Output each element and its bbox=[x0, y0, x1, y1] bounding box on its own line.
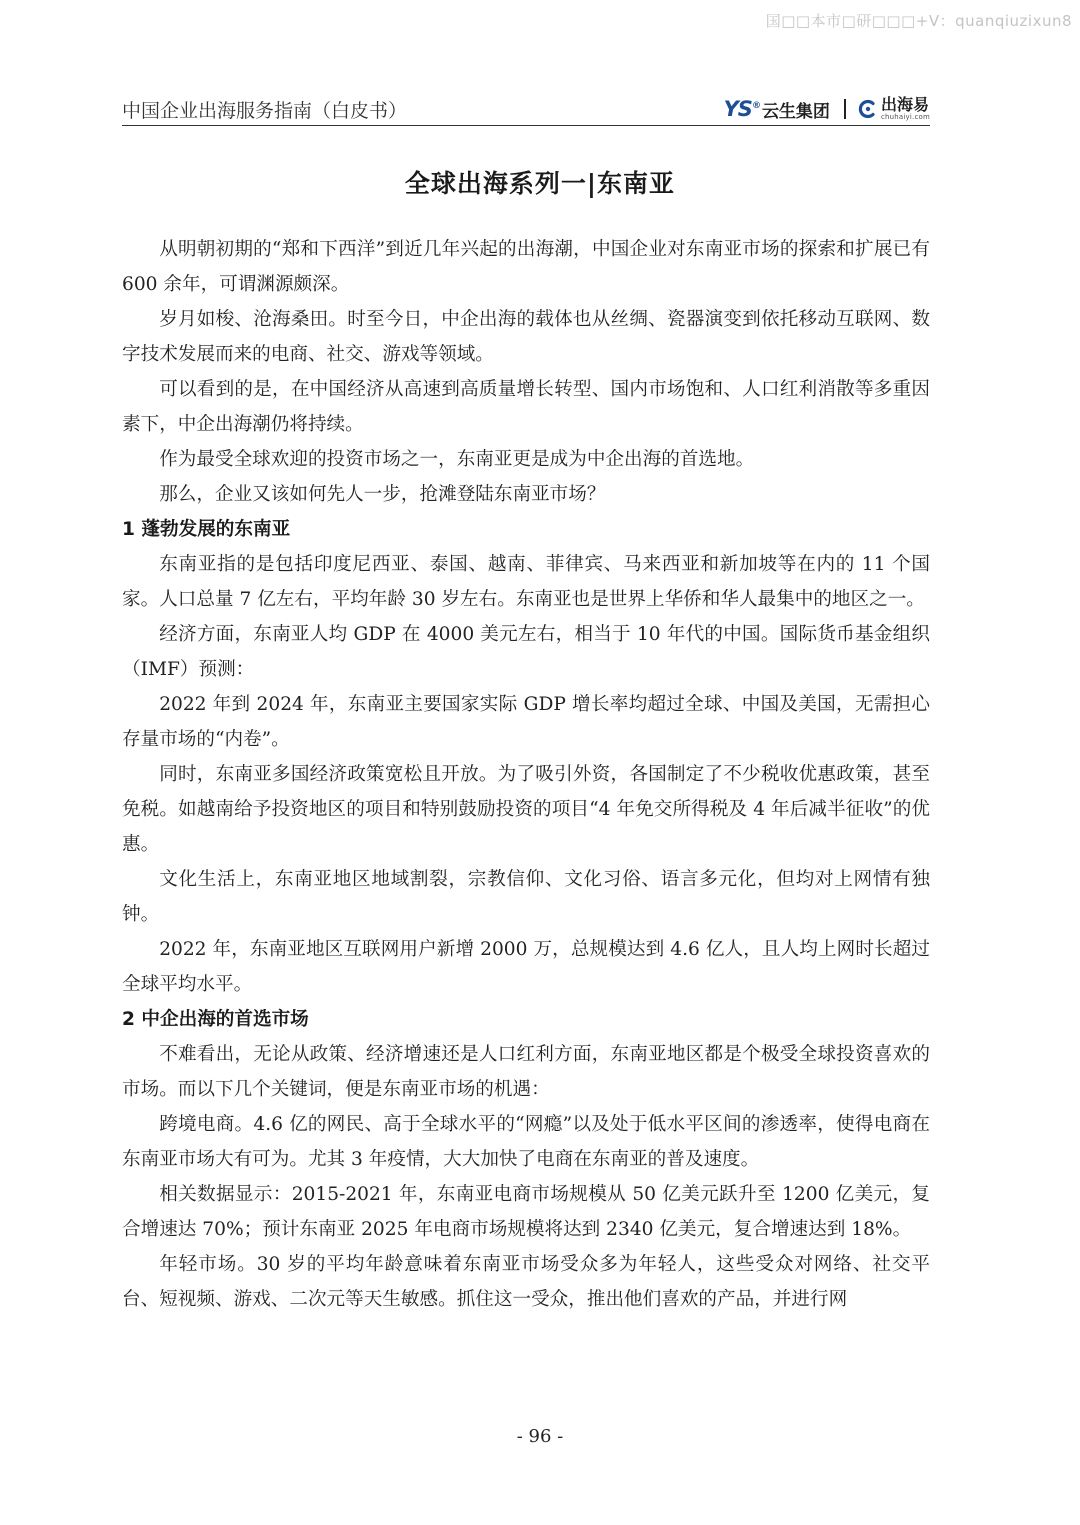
page-number: - 96 - bbox=[516, 1426, 564, 1447]
paragraph-ecommerce-data: 相关数据显示：2015-2021 年，东南亚电商市场规模从 50 亿美元跃升至 1200 亿美元，复合增速达 70%；预计东南亚 2025 年电商市场规模将达到 2340 亿美元，复合增速达到 18%。 bbox=[122, 1184, 930, 1240]
paragraph-intro-question: 那么，企业又该如何先人一步，抢滩登陆东南亚市场？ bbox=[159, 484, 606, 505]
chuhai-logo-icon bbox=[858, 99, 878, 119]
paragraph-gdp-forecast: 2022 年到 2024 年，东南亚主要国家实际 GDP 增长率均超过全球、中国及美国，无需担心存量市场的“内卷”。 bbox=[122, 694, 930, 750]
paragraph-culture: 文化生活上，东南亚地区地域割裂，宗教信仰、文化习俗、语言多元化，但均对上网情有独钟。 bbox=[122, 869, 930, 925]
chuhai-brand bbox=[881, 97, 930, 121]
paragraph-intro-destination: 作为最受全球欢迎的投资市场之一，东南亚更是成为中企出海的首选地。 bbox=[159, 449, 755, 470]
paragraph-intro-trend: 可以看到的是，在中国经济从高速到高质量增长转型、国内市场饱和、人口红利消散等多重因素下，中企出海潮仍将持续。 bbox=[122, 379, 930, 435]
brand-divider bbox=[844, 99, 846, 119]
yunsheng-group-name: 云生集团 bbox=[761, 101, 830, 122]
paragraph-region-overview: 东南亚指的是包括印度尼西亚、泰国、越南、菲律宾、马来西亚和新加坡等在内的 11 个国家。人口总量 7 亿左右，平均年龄 30 岁左右。东南亚也是世界上华侨和华人最集中的地区之一。 bbox=[122, 554, 930, 610]
watermark-text: 国□□本市□研□□□+V：quanqiuzixun8 bbox=[765, 12, 1072, 30]
section-heading-1: 1 蓬勃发展的东南亚 bbox=[122, 519, 291, 540]
page-title: 全球出海系列一|东南亚 bbox=[404, 169, 676, 198]
header-rule bbox=[122, 125, 930, 126]
paragraph-market-keywords: 不难看出，无论从政策、经济增速还是人口红利方面，东南亚地区都是个极受全球投资喜欢的市场。而以下几个关键词，便是东南亚市场的机遇： bbox=[122, 1044, 930, 1100]
paragraph-tax-policy: 同时，东南亚多国经济政策宽松且开放。为了吸引外资，各国制定了不少税收优惠政策，甚至免税。如越南给予投资地区的项目和特别鼓励投资的项目“4 年免交所得税及 4 年后减半征收”的优惠。 bbox=[122, 764, 930, 855]
paragraph-intro-history: 从明朝初期的“郑和下西洋”到近几年兴起的出海潮，中国企业对东南亚市场的探索和扩展已有 600 余年，可谓渊源颇深。 bbox=[122, 239, 930, 295]
brand-logos bbox=[724, 94, 930, 124]
page-header bbox=[122, 96, 930, 124]
article-body bbox=[122, 232, 930, 1317]
paragraph-young-market: 年轻市场。30 岁的平均年龄意味着东南亚市场受众多为年轻人，这些受众对网络、社交平台、短视频、游戏、二次元等天生敏感。抓住这一受众，推出他们喜欢的产品，并进行网 bbox=[122, 1254, 930, 1310]
ys-logo bbox=[724, 97, 760, 121]
section-heading-2: 2 中企出海的首选市场 bbox=[122, 1009, 309, 1030]
chuhai-name: 出海易 bbox=[880, 95, 929, 114]
paragraph-intro-evolution: 岁月如梭、沧海桑田。时至今日，中企出海的载体也从丝绸、瓷器演变到依托移动互联网、数字技术发展而来的电商、社交、游戏等领域。 bbox=[122, 309, 930, 365]
document-title: 中国企业出海服务指南（白皮书） bbox=[122, 100, 408, 122]
paragraph-economy: 经济方面，东南亚人均 GDP 在 4000 美元左右，相当于 10 年代的中国。国际货币基金组织（IMF）预测： bbox=[122, 624, 930, 680]
chuhai-domain: chuhaiyi.com bbox=[880, 113, 930, 121]
paragraph-internet-users: 2022 年，东南亚地区互联网用户新增 2000 万，总规模达到 4.6 亿人，且人均上网时长超过全球平均水平。 bbox=[122, 939, 930, 995]
registered-mark: ® bbox=[751, 101, 760, 111]
paragraph-cross-border-ecommerce: 跨境电商。4.6 亿的网民、高于全球水平的“网瘾”以及处于低水平区间的渗透率，使得电商在东南亚市场大有可为。尤其 3 年疫情，大大加快了电商在东南亚的普及速度。 bbox=[122, 1114, 930, 1170]
ys-logo-text: YS bbox=[723, 97, 752, 121]
